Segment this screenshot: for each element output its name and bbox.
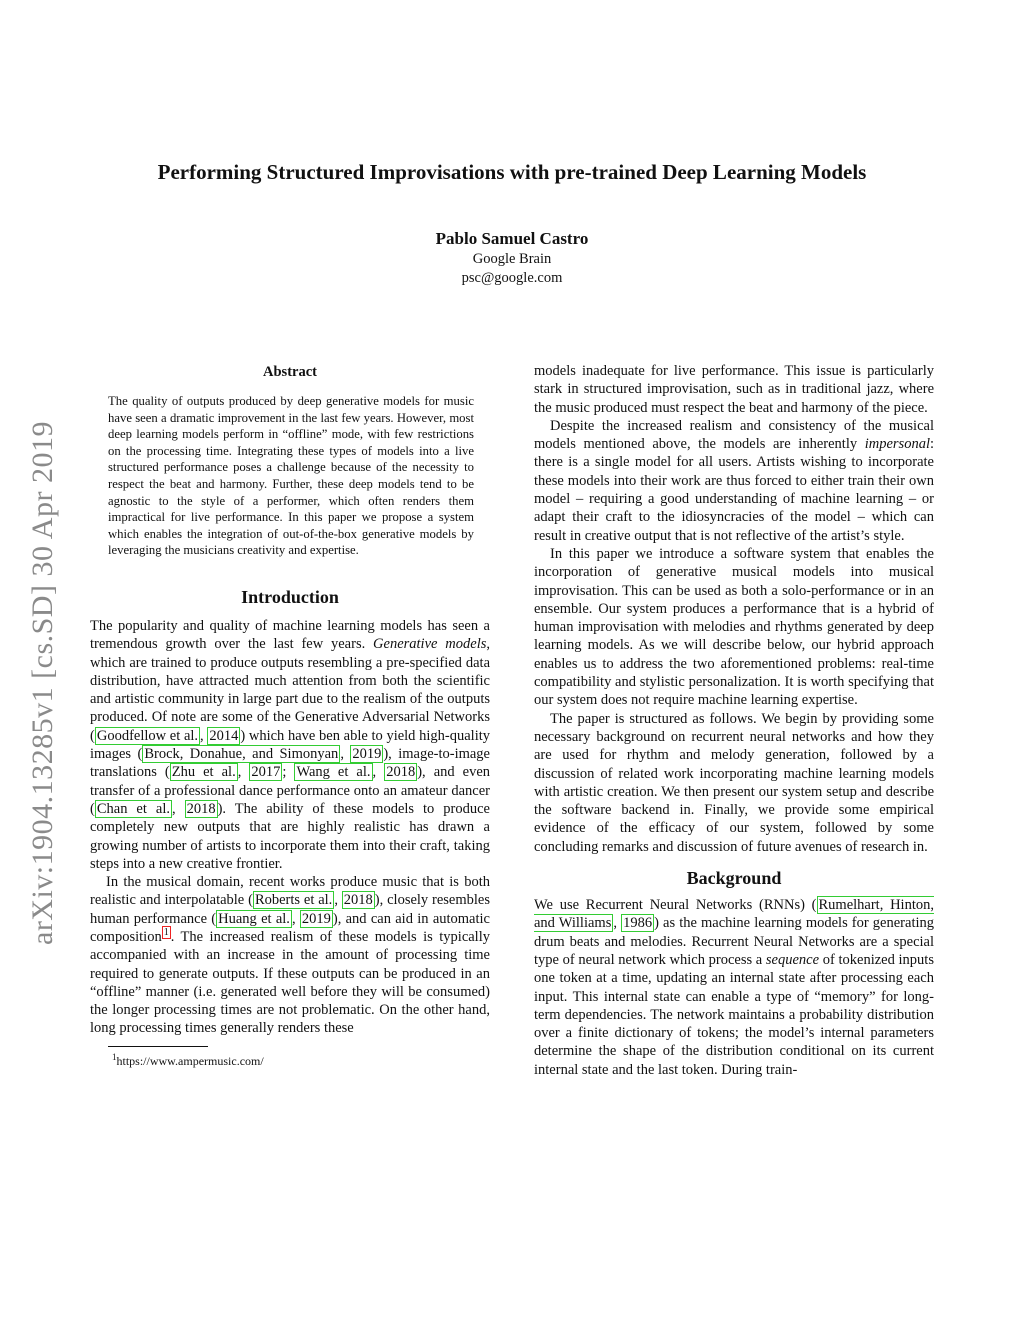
impersonal-paragraph: Despite the increased realism and consistency of the musical models mentioned above, the models are inherently impersonal: there is a single model for all users. Artists wishing to incorporate these models into their work are thus forced to either train their own model – requiring a good understanding of machine learning – or adapt their craft to the idiosyncracies of the model – which can result in creative output that is not reflective of the artist’s style. xyxy=(534,417,934,544)
citation-year-link[interactable]: 2018 xyxy=(343,892,373,909)
citation-link[interactable]: Rumelhart, Hinton, and Williams xyxy=(534,897,934,932)
footnote-reference-link[interactable]: 1 xyxy=(163,927,169,939)
abstract-text: The quality of outputs produced by deep generative models for music have seen a dramatic improvement in the last few years. However, most deep learning models perform in “offline” mode, with few restrictions on the processing time. Integrating these types of models into a live structured performance poses a challenge because of the necessity to respect the beat and harmony. Further, these deep models tend to be agnostic to the style of a performer, which often renders them impractical for live performance. In this paper we propose a system which enables the integration of out-of-the-box generative models by leveraging the musicians creativity and expertise. xyxy=(108,394,474,558)
left-column xyxy=(90,362,490,1069)
introduction-paragraph-2: In the musical domain, recent works produce music that is both realistic and interpolatable ( Roberts et al. , 2018 ), closely resembles human performance ( Huang et al. , 2019 ), and can aid in automatic composition $^1$ . The increased realism of these models is typically accompanied with an increase in the amount of processing time required to generate outputs. If these outputs can be produced in an “offline” manner (i.e. generated well before they will be consumed) the longer processing times are not problematic. On the other hand, long processing times generally renders these xyxy=(90,874,491,1037)
arxiv-identifier: arXiv:1904.13285v1 [cs.SD] 30 Apr 2019 xyxy=(26,421,59,945)
author-name: Pablo Samuel Castro xyxy=(435,229,589,248)
background-heading: Background xyxy=(686,868,782,889)
author-affiliation: Google Brain xyxy=(472,251,552,267)
footnote xyxy=(112,1050,490,1069)
author-email[interactable]: psc@google.com xyxy=(461,270,563,286)
paper-title: Performing Structured Improvisations with pre-trained Deep Learning Models xyxy=(157,160,867,184)
citation-year-link[interactable]: 1986 xyxy=(623,915,653,932)
citation-link[interactable]: Goodfellow et al. xyxy=(96,727,199,744)
citation-year-link[interactable]: 2018 xyxy=(386,764,416,781)
citation-year-link[interactable]: 2019 xyxy=(301,910,331,927)
citation-year-link[interactable]: 2014 xyxy=(209,727,239,744)
background-paragraph-1: We use Recurrent Neural Networks (RNNs) ( Rumelhart, Hinton, and Williams , 1986 ) as the machine learning models for generating drum beats and melodies. Recurrent Neural Networks are a special type of neural network which process a sequence of tokenized inputs one token at a time, updating an internal state after processing each input. This internal state can enable a type of “memory” for long-term dependencies. The network maintains a probability distribution over a finite dictionary of tokens; the model’s internal parameters determine the shape of the distribution conditional on its current internal state and the last token. During train- xyxy=(534,897,935,1078)
system-intro-paragraph: In this paper we introduce a software system that enables the incorporation of generative musical models into musical improvisation. This can be used as both a solo-performance or in an ensemble. Our system produces a performance that is a hybrid of human improvisation with melodies and rhythms generated by deep learning models. As we will describe below, our hybrid approach enables us to address the two aforementioned problems: real-time compatibility and stylistic personalization. It is worth specifying that our system does not require machine learning expertise. xyxy=(534,545,934,709)
introduction-paragraph-1: The popularity and quality of machine learning models has seen a tremendous growth over the last few years. Generative models, which are trained to produce outputs resembling a pre-specified data distribution, have attracted much attention from both the scientific and artistic community in large part due to the realism of the outputs produced. Of note are some of the Generative Adversarial Networks ( Goodfellow et al. , 2014 ) which have ben able to yield high-quality images ( Brock, Donahue, and Simonyan , 2019 ), image-to-image translations ( Zhu et al. , 2017 ; Wang et al. , 2018 ), and even transfer of a professional dance performance onto an amateur dancer ( Chan et al. , 2018 ). The ability of these models to produce completely new outputs that are highly realistic has drawn a growing number of artists to incorporate them into their craft, taking steps into a new creative frontier. xyxy=(90,617,491,872)
author-block xyxy=(312,228,712,288)
footnote-divider xyxy=(108,1046,208,1047)
footnote-mark: 1 xyxy=(112,1051,117,1062)
abstract-heading: Abstract xyxy=(263,364,317,380)
citation-link[interactable]: Zhu et al. xyxy=(171,764,236,781)
right-column xyxy=(534,362,934,1079)
citation-link[interactable]: Wang et al. xyxy=(296,764,371,781)
citation-year-link[interactable]: 2018 xyxy=(186,800,216,817)
citation-link[interactable]: Huang et al. xyxy=(218,910,290,927)
citation-link[interactable]: Roberts et al. xyxy=(254,892,333,909)
paper-structure-paragraph: The paper is structured as follows. We begin by providing some necessary background on recurrent neural networks and how they are used for rhythm and melody generation, followed by a discussion of related work incorporating machine learning models with artistic creation. We then present our system setup and describe the software backend in. Finally, we provide some empirical evidence of the efficacy of our system, followed by some concluding remarks and discussion of future avenues of research in. xyxy=(534,710,934,855)
citation-link[interactable]: Brock, Donahue, and Simonyan xyxy=(144,746,339,763)
footnote-url[interactable]: https://www.ampermusic.com/ xyxy=(116,1053,264,1068)
citation-year-link[interactable]: 2017 xyxy=(251,764,281,781)
citation-link[interactable]: Chan et al. xyxy=(96,800,170,817)
introduction-heading: Introduction xyxy=(241,586,339,607)
citation-year-link[interactable]: 2019 xyxy=(352,746,382,763)
continued-paragraph: models inadequate for live performance. This issue is particularly stark in structured improvisation, such as in traditional jazz, where the music produced must respect the beat and harmony of the piece. xyxy=(534,363,934,416)
